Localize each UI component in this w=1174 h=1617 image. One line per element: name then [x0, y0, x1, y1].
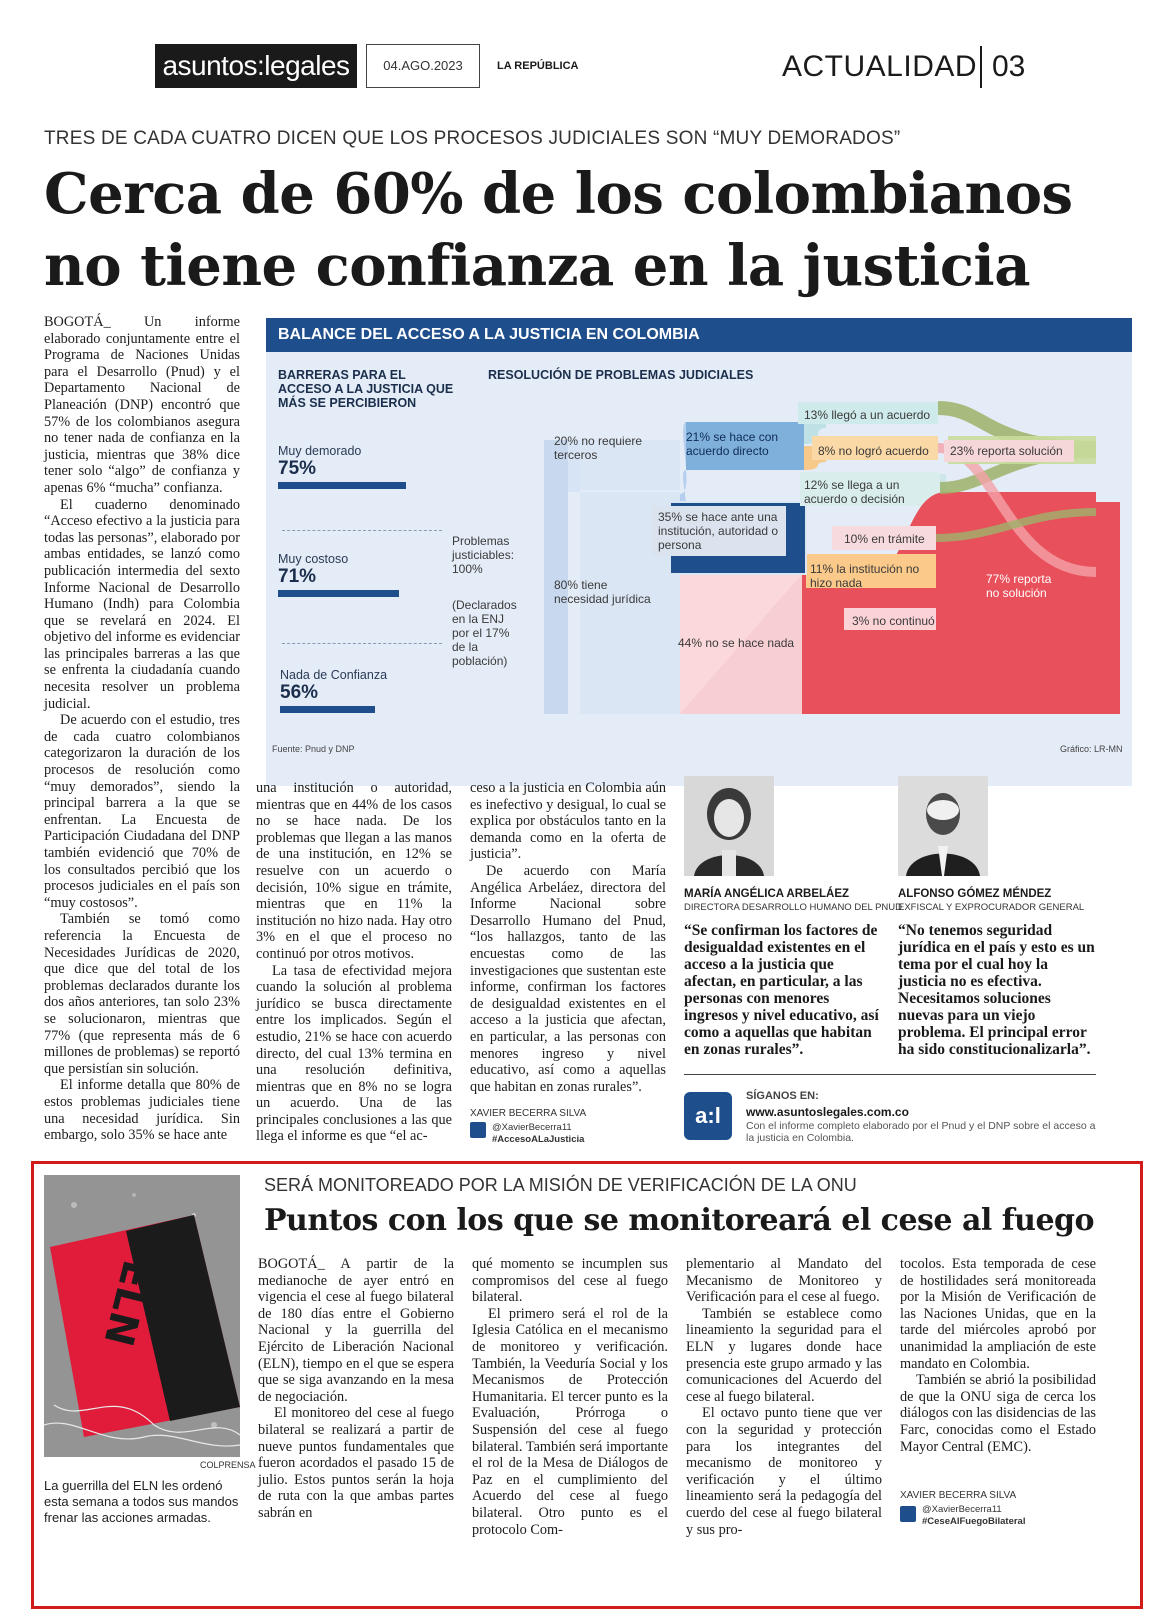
paragraph: tocolos. Esta temporada de cese de hostilidades será monitoreada por la Misión de Verificación de las Naciones Unidas, que en la tarde del miércoles aprobó por unanimidad la ampliación de este mandato en Colombia.	[900, 1256, 1096, 1372]
label-source: Problemas justiciables: 100%	[452, 534, 515, 576]
label-source-note: (Declarados en la ENJ por el 17% de la población)	[452, 598, 517, 668]
section-divider	[980, 46, 982, 88]
paragraph: El informe detalla que 80% de estos problemas judiciales tiene una necesidad jurídica. Sin embargo, solo 35% se hace ante	[44, 1077, 240, 1144]
node-no-solucion	[1096, 502, 1120, 714]
paragraph: De acuerdo con María Angélica Arbeláez, directora del Informe Nacional sobre Desarrollo Humano del Pnud, “los hallazgos, tanto de las encuestas como de las investigaciones que sustentan este informe, confirman los factores de desigualdad existentes en el acceso a la justicia que afectan, en particular, a las personas con menores ingreso y nivel educativo, así como a aquellas que habitan en zonas rurales”.	[470, 862, 666, 1095]
barrier-value: 75%	[278, 458, 317, 479]
portrait-arbelaez	[684, 776, 774, 876]
second-kicker: SERÁ MONITOREADO POR LA MISIÓN DE VERIFICACIÓN DE LA ONU	[264, 1175, 857, 1195]
sankey-diagram	[266, 352, 1132, 768]
infographic-source: Fuente: Pnud y DNP	[272, 744, 355, 754]
main-column-1	[44, 314, 240, 1144]
follow-title: SÍGANOS EN:	[746, 1090, 819, 1102]
paragraph: El cuaderno denominado “Acceso efectivo a la justicia para todas las personas”, elaborado por ambas entidades, se lanzó como publicación intermedia del sexto Informe Nacional de Desarrollo Humano (Indh) para Colombia que se revelará en 2024. El objetivo del informe es evidenciar las principales barreras a las que se enfrenta la ciudadanía cuando necesita resolver un problema judicial.	[44, 496, 240, 712]
paragraph: una institución o autoridad, mientras que en 44% de los casos no se hace nada. De los problemas que llegan a las manos de una institución, en 12% se resuelve con un acuerdo o decisión, 10% sigue en trámite, mientras que en 11% la institución no hizo nada. Hay otro 3% en el que el proceso no continuó por otros motivos.	[256, 780, 452, 962]
label-no-terceros: 20% no requiere terceros	[554, 434, 643, 462]
quote-1-role: DIRECTORA DESARROLLO HUMANO DEL PNUD	[684, 902, 903, 913]
main-handle[interactable]: @XavierBecerra11	[492, 1122, 572, 1133]
follow-logo[interactable]: a:l	[684, 1092, 732, 1140]
second-column-2	[472, 1256, 668, 1538]
label-solucion: 23% reporta solución	[944, 440, 1074, 462]
second-column-1	[258, 1256, 454, 1522]
label-necesidad: 80% tiene necesidad jurídica	[554, 578, 651, 606]
paragraph: BOGOTÁ_ Un informe elaborado conjuntamente entre el Programa de Naciones Unidas para el Desarrollo (Pnud) y el Departamento Nacional de Planeación (DNP) encontró que 57% de los colombianos asegura no tener nada de confianza en la justicia, mientras que 38% dice tener solo “algo” de confianza y apenas 6% “mucha” confianza.	[44, 314, 240, 496]
section-title: ACTUALIDAD	[782, 50, 978, 83]
resolution-title: RESOLUCIÓN DE PROBLEMAS JUDICIALES	[488, 368, 754, 382]
barrier-label: Muy demorado	[278, 444, 362, 458]
label-no-solucion: 77% reporta no solución	[986, 572, 1052, 600]
paragraph: El primero será el rol de la Iglesia Católica en el mecanismo de monitoreo y verificación. También, la Veeduría Social y los Mecanismos de Protección Humanitaria. El tercer punto es la Evaluación, Prórroga o Suspensión del cese al fuego bilateral. También será importante el rol de la Mesa de Diálogos de Paz en el cumplimiento del Acuerdo del cese al fuego bilateral. Otro punto es el protocolo Com-	[472, 1305, 668, 1538]
second-hashtag[interactable]: #CeseAlFuegoBilateral	[922, 1516, 1026, 1527]
paragraph: El monitoreo del cese al fuego bilateral se realizará a partir de nueve puntos fundamentales que fueron acordados el pasado 15 de julio. Estos puntos serán la hoja de ruta con la que ambas partes sabrán en	[258, 1405, 454, 1521]
second-headline: Puntos con los que se monitoreará el cese al fuego	[264, 1203, 1095, 1238]
main-column-2	[256, 780, 452, 1145]
quote-2-text: “No tenemos seguridad jurídica en el país y esto es un tema por el cual hoy la justicia no es efectiva. Necesitamos soluciones nuevas para un viejo problema. El principal error ha sido constitucionalizarla”.	[898, 922, 1095, 1058]
paragraph: plementario al Mandato del Mecanismo de Monitoreo y Verificación para el cese al fuego.	[686, 1256, 882, 1306]
social-icon	[470, 1122, 486, 1138]
label-inst-nada: 11% la institución no hizo nada	[810, 562, 920, 590]
main-column-3	[470, 780, 666, 1095]
masthead-logo[interactable]: asuntos:legales	[155, 44, 357, 88]
main-headline	[44, 158, 1134, 302]
paragraph: BOGOTÁ_ A partir de la medianoche de ayer entró en vigencia el cese al fuego bilateral de 180 días entre el Gobierno Nacional y la guerrilla del Ejército de Liberación Nacional (ELN), tiempo en el que se espera que se siga avanzando en la mesa de negociación.	[258, 1256, 454, 1405]
paragraph: La tasa de efectividad mejora cuando la solución al problema jurídico se busca directamente entre los implicados. Según el estudio, 21% se hace con acuerdo directo, del cual 13% termina en una resolución definitiva, mientras que en 8% no se logra un acuerdo. Una de las principales conclusiones a las que llega el informe es que “el ac-	[256, 962, 452, 1145]
paragraph: qué momento se incumplen sus compromisos del cese al fuego bilateral.	[472, 1256, 668, 1306]
barrier-label: Muy costoso	[278, 552, 349, 566]
label-institucion: 35% se hace ante una institución, autoridad o persona	[652, 506, 786, 556]
page-number: 03	[992, 50, 1026, 83]
barrier-value: 56%	[280, 682, 319, 703]
issue-date: 04.AGO.2023	[366, 44, 480, 88]
paragraph: De acuerdo con el estudio, tres de cada cuatro colombianos categorizaron la duración de los procesos de resolución como “muy demorados”, siendo la principal barrera a la que se enfrentan. La Encuesta de Participación Ciudadana del DNP también evidenció que 70% de los consultados percibió que los procesos judiciales en el país son “muy costosos”.	[44, 712, 240, 911]
label-llego-acuerdo: 13% llegó a un acuerdo	[804, 408, 931, 422]
follow-url[interactable]: www.asuntoslegales.com.co	[746, 1105, 909, 1119]
quote-2-name: ALFONSO GÓMEZ MÉNDEZ	[898, 888, 1052, 900]
label-tramite: 10% en trámite	[844, 532, 925, 546]
barrier-label: Nada de Confianza	[280, 668, 388, 682]
quote-1-text: “Se confirman los factores de desigualdad existentes en el acceso a la justicia que afectan, en particular, a las personas con menores ingresos y nivel educativo, así como a aquellas que habitan en zonas rurales”.	[684, 922, 879, 1058]
social-icon	[900, 1506, 916, 1522]
barriers-title: BARRERAS PARA EL ACCESO A LA JUSTICIA QUE MÁS SE PERCIBIERON	[278, 368, 454, 410]
main-kicker: TRES DE CADA CUATRO DICEN QUE LOS PROCESOS JUDICIALES SON “MUY DEMORADOS”	[44, 128, 901, 149]
headline-line-1: Cerca de 60% de los colombianos	[44, 161, 1073, 227]
follow-divider	[684, 1074, 1096, 1075]
quote-2-role: EXFISCAL Y EXPROCURADOR GENERAL	[898, 902, 1085, 913]
barrier-value: 71%	[278, 566, 317, 587]
label-acuerdo-directo: 21% se hace con acuerdo directo	[686, 430, 779, 458]
photo-caption: La guerrilla del ELN les ordenó esta semana a todos sus mandos frenar las acciones armadas.	[44, 1478, 239, 1525]
newspaper-name: LA REPÚBLICA	[497, 60, 579, 72]
main-byline: XAVIER BECERRA SILVA	[470, 1108, 587, 1119]
paragraph: También se abrió la posibilidad de que la ONU siga de cerca los diálogos con las disidencias de las Farc, conocidas como el Estado Mayor Central (EMC).	[900, 1372, 1096, 1455]
quote-1-name: MARÍA ANGÉLICA ARBELÁEZ	[684, 888, 850, 900]
headline-line-2: no tiene confianza en la justicia	[44, 233, 1030, 299]
second-handle[interactable]: @XavierBecerra11	[922, 1504, 1002, 1515]
follow-text: Con el informe completo elaborado por el Pnud y el DNP sobre el acceso a la justicia en Colombia.	[746, 1120, 1096, 1144]
photo-credit: COLPRENSA	[200, 1460, 256, 1470]
label-no-logro: 8% no logró acuerdo	[818, 444, 929, 458]
infographic-credit: Gráfico: LR-MN	[1060, 744, 1123, 754]
infographic-title: BALANCE DEL ACCESO A LA JUSTICIA EN COLOMBIA	[266, 318, 1132, 352]
label-nada: 44% no se hace nada	[678, 636, 795, 650]
paragraph: ceso a la justicia en Colombia aún es inefectivo y desigual, lo cual se explica por obstáculos tanto en la demanda como en la oferta de justicia”.	[470, 780, 666, 863]
paragraph: También se establece como lineamiento la seguridad para el ELN y lugares donde hace presencia este grupo armado y las comunicaciones del Acuerdo del cese al fuego bilateral.	[686, 1305, 882, 1405]
portrait-gomez	[898, 776, 988, 876]
label-acuerdo-decision: 12% se llega a un acuerdo o decisión	[804, 478, 905, 506]
second-column-3	[686, 1256, 882, 1538]
paragraph: También se tomó como referencia la Encuesta de Necesidades Jurídicas de 2020, que dice que del total de los problemas declarados durante los dos años anteriores, tan solo 23% se solucionaron, mientras que 77% (que representa más de 6 millones de problemas) se reportó que persistían sin solución.	[44, 911, 240, 1077]
second-column-4	[900, 1256, 1096, 1455]
second-byline: XAVIER BECERRA SILVA	[900, 1490, 1017, 1501]
main-hashtag[interactable]: #AccesoALaJusticia	[492, 1134, 585, 1145]
label-no-continuo: 3% no continuó	[852, 614, 935, 628]
paragraph: El octavo punto tiene que ver con la seguridad y protección para los integrantes del mecanismo de monitoreo y verificación y el último lineamiento será la pedagogía del cuerdo del cese al fuego bilateral y sus pro-	[686, 1405, 882, 1538]
flag-text: ELN	[94, 1255, 160, 1351]
